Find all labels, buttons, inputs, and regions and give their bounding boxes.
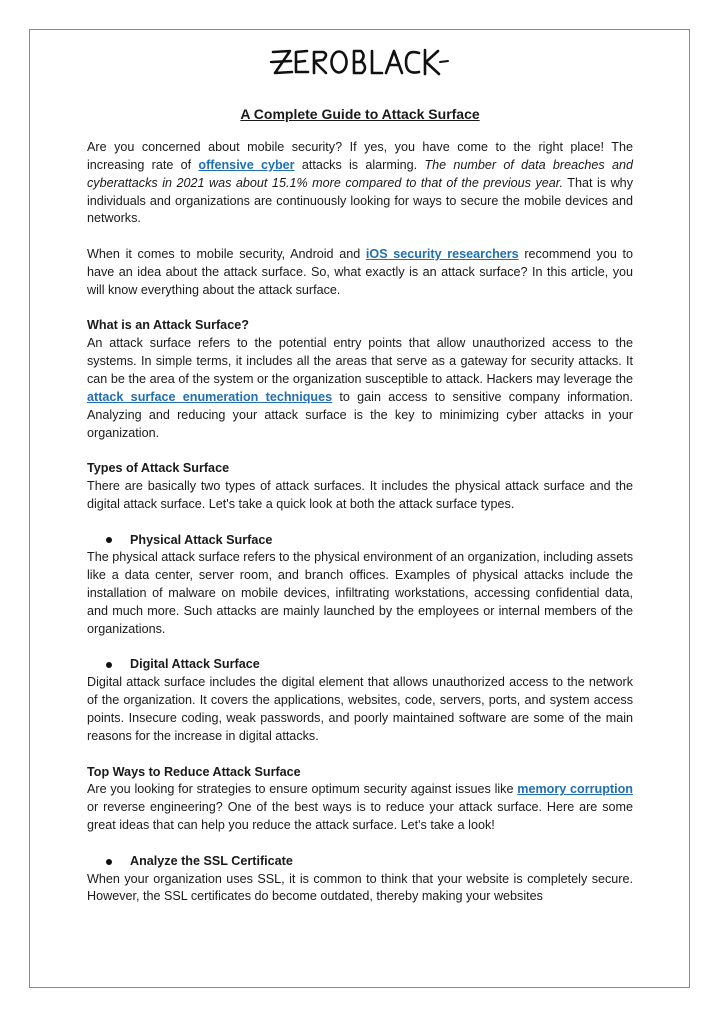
offensive-cyber-link[interactable]: offensive cyber bbox=[198, 157, 295, 172]
document-body bbox=[87, 139, 633, 906]
ssl-paragraph: When your organization uses SSL, it is common to think that your website is completely secure. However, the SSL certificates do become outdated, thereby making your websites bbox=[87, 871, 633, 904]
bullet-dot-icon bbox=[106, 859, 112, 865]
para2-text-1: When it comes to mobile security, Android and bbox=[87, 247, 366, 262]
top-ways-paragraph bbox=[87, 781, 633, 835]
attack-surface-definition bbox=[87, 335, 633, 442]
s5-text-1: Are you looking for strategies to ensure optimum security against issues like bbox=[87, 782, 518, 797]
bullet-analyze-ssl bbox=[87, 853, 633, 871]
intro-text-2: attacks is alarming. bbox=[294, 157, 425, 172]
s1-text-2: to gain access to sensitive company information. Analyzing and reducing your attack surface is the key to minimizing cyber attacks in your organization. bbox=[87, 389, 633, 440]
para2-text-2: recommend you to have an idea about the attack surface. So, what exactly is an attack surface? In this article, you will know everything about the attack surface. bbox=[87, 247, 633, 297]
bullet-label: Physical Attack Surface bbox=[130, 532, 273, 547]
intro-text-3: That is why individuals and organizations are continuously looking for ways to secure the mobile devices and networks. bbox=[87, 175, 633, 226]
memory-corruption-link[interactable]: memory corruption bbox=[517, 782, 633, 797]
bullet-label: Digital Attack Surface bbox=[130, 657, 260, 672]
ios-security-researchers-link[interactable]: iOS security researchers bbox=[365, 247, 519, 262]
heading-top-ways: Top Ways to Reduce Attack Surface bbox=[87, 764, 301, 779]
zeroblack-logo bbox=[270, 46, 450, 80]
intro-paragraph bbox=[87, 139, 633, 228]
s1-text-1: An attack surface refers to the potential entry points that allow unauthorized access to the systems. In simple terms, it includes all the areas that serve as a gateway for security attacks. It can be the area of the system or the organization susceptible to attack. Hackers may leverage the bbox=[87, 336, 633, 386]
document-title: A Complete Guide to Attack Surface bbox=[240, 106, 480, 122]
intro-text-1: Are you concerned about mobile security? If yes, you have come to the right place! The increasing rate of bbox=[87, 140, 633, 172]
enumeration-techniques-link[interactable]: attack surface enumeration techniques bbox=[87, 389, 333, 404]
s5-text-2: or reverse engineering? One of the best ways is to reduce your attack surface. Here are some great ideas that can help you reduce the attack surface. Let's take a look! bbox=[87, 800, 633, 833]
heading-types-of-attack-surface: Types of Attack Surface bbox=[87, 461, 230, 476]
mobile-security-paragraph bbox=[87, 246, 633, 300]
bullet-dot-icon bbox=[106, 537, 112, 543]
intro-italic-stat: The number of data breaches and cyberattacks in 2021 was about 15.1% more compared to that of the previous year. bbox=[87, 157, 633, 190]
bullet-physical-attack-surface bbox=[87, 532, 633, 550]
heading-what-is-attack-surface: What is an Attack Surface? bbox=[87, 318, 249, 333]
digital-paragraph: Digital attack surface includes the digital element that allows unauthorized access to the network of the organization. It covers the applications, websites, code, servers, ports, and system access points. Insecure coding, weak passwords, and poorly maintained software are some of the main reasons for the increase in digital attacks. bbox=[87, 675, 633, 743]
types-paragraph: There are basically two types of attack surfaces. It includes the physical attack surface and the digital attack surface. Let's take a quick look at both the attack surface types. bbox=[87, 479, 633, 511]
logo-text: ZEROBLACK bbox=[270, 46, 277, 47]
bullet-label: Analyze the SSL Certificate bbox=[130, 853, 293, 868]
bullet-dot-icon bbox=[106, 662, 112, 668]
bullet-digital-attack-surface bbox=[87, 656, 633, 674]
physical-paragraph: The physical attack surface refers to the physical environment of an organization, including assets like a data center, server room, and branch offices. Examples of physical attacks include the installation of malware on mobile devices, infiltrating workstations, accessing confidential data, and much more. Such attacks are mainly launched by the employees or internal members of the organizations. bbox=[87, 550, 633, 636]
